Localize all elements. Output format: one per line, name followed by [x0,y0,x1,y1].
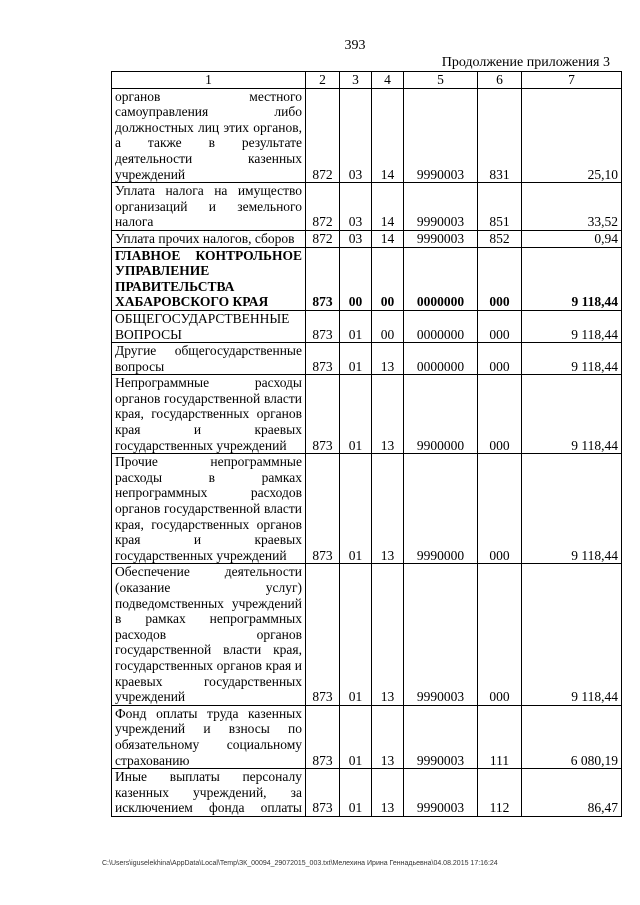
row-amount-cell: 9 118,44 [522,247,622,310]
row-type-cell: 000 [478,343,522,375]
table-row [112,310,622,342]
row-type-cell: 831 [478,88,522,183]
row-amount-cell: 9 118,44 [522,454,622,564]
row-type-cell: 000 [478,564,522,705]
file-path-footer: C:\Users\iguselekhina\AppData\Local\Temp\ЗК_00094_29072015_003.txt\Мелехина Ирина Геннадьевна\04.08.2015 17:16:24 [102,860,498,867]
row-subsection-cell: 13 [372,769,404,817]
row-target-cell: 9990003 [404,88,478,183]
row-target-cell: 9990003 [404,769,478,817]
table-row [112,88,622,183]
header-cell: 6 [478,72,522,89]
table-row [112,375,622,454]
row-name-cell: Прочие непрограммные расходы в рамках непрограммных расходов органов государственной власти края, государственных органов края и краевых государственных учреждений [112,454,306,564]
row-name-cell: Фонд оплаты труда казенных учреждений и взносы по обязательному социальному страхованию [112,705,306,768]
row-amount-cell: 9 118,44 [522,310,622,342]
row-section-cell: 01 [340,375,372,454]
row-subsection-cell: 14 [372,88,404,183]
row-subsection-cell: 14 [372,230,404,247]
row-subsection-cell: 13 [372,564,404,705]
row-code-cell: 873 [306,564,340,705]
row-subsection-cell: 13 [372,375,404,454]
row-name-cell: Иные выплаты персоналу казенных учреждений, за исключением фонда оплаты [112,769,306,817]
row-type-cell: 000 [478,247,522,310]
row-subsection-cell: 00 [372,247,404,310]
row-section-cell: 01 [340,343,372,375]
row-section-cell: 01 [340,769,372,817]
header-cell: 2 [306,72,340,89]
table-row [112,454,622,564]
row-name-cell: Непрограммные расходы органов государственной власти края, государственных органов края и краевых государственных учреждений [112,375,306,454]
row-section-cell: 01 [340,705,372,768]
table-row [112,769,622,817]
row-name-cell: органов местного самоуправления либо должностных лиц этих органов, а также в результате деятельности казенных учреждений [112,88,306,183]
row-amount-cell: 33,52 [522,183,622,231]
row-type-cell: 851 [478,183,522,231]
row-amount-cell: 86,47 [522,769,622,817]
row-code-cell: 873 [306,769,340,817]
page-number: 393 [344,38,366,53]
header-cell: 7 [522,72,622,89]
row-section-cell: 01 [340,564,372,705]
row-target-cell: 0000000 [404,247,478,310]
table-row [112,564,622,705]
row-code-cell: 873 [306,247,340,310]
row-amount-cell: 0,94 [522,230,622,247]
row-target-cell: 9990000 [404,454,478,564]
row-name-cell: ОБЩЕГОСУДАРСТВЕННЫЕ ВОПРОСЫ [112,310,306,342]
row-code-cell: 873 [306,343,340,375]
row-section-cell: 01 [340,310,372,342]
table-row [112,230,622,247]
row-name-cell: Обеспечение деятельности (оказание услуг) подведомственных учреждений в рамках непрограммных расходов органов государственной власти края, государственных органов края и краевых государственных учреждений [112,564,306,705]
row-name-cell: Уплата прочих налогов, сборов [112,230,306,247]
row-subsection-cell: 00 [372,310,404,342]
row-amount-cell: 9 118,44 [522,343,622,375]
table-row [112,247,622,310]
continuation-label: Продолжение приложения 3 [441,55,610,70]
table-header-row [112,72,622,89]
row-type-cell: 000 [478,375,522,454]
row-target-cell: 9990003 [404,564,478,705]
row-type-cell: 000 [478,454,522,564]
row-section-cell: 03 [340,183,372,231]
row-code-cell: 873 [306,454,340,564]
table-row [112,183,622,231]
row-code-cell: 872 [306,230,340,247]
budget-table [111,71,622,817]
row-target-cell: 9990003 [404,183,478,231]
row-type-cell: 852 [478,230,522,247]
row-section-cell: 03 [340,88,372,183]
row-target-cell: 0000000 [404,310,478,342]
row-subsection-cell: 13 [372,705,404,768]
row-name-cell: Другие общегосударственные вопросы [112,343,306,375]
row-type-cell: 000 [478,310,522,342]
row-code-cell: 872 [306,88,340,183]
row-subsection-cell: 13 [372,454,404,564]
row-subsection-cell: 13 [372,343,404,375]
header-cell: 1 [112,72,306,89]
row-type-cell: 112 [478,769,522,817]
row-section-cell: 01 [340,454,372,564]
row-amount-cell: 6 080,19 [522,705,622,768]
row-section-cell: 00 [340,247,372,310]
row-amount-cell: 9 118,44 [522,564,622,705]
header-cell: 5 [404,72,478,89]
row-code-cell: 873 [306,705,340,768]
row-section-cell: 03 [340,230,372,247]
row-name-cell: ГЛАВНОЕ КОНТРОЛЬНОЕ УПРАВЛЕНИЕ ПРАВИТЕЛЬСТВА ХАБАРОВСКОГО КРАЯ [112,247,306,310]
header-cell: 4 [372,72,404,89]
row-code-cell: 872 [306,183,340,231]
row-code-cell: 873 [306,310,340,342]
table-row [112,705,622,768]
row-name-cell: Уплата налога на имущество организаций и земельного налога [112,183,306,231]
row-type-cell: 111 [478,705,522,768]
row-target-cell: 9900000 [404,375,478,454]
row-amount-cell: 9 118,44 [522,375,622,454]
table-row [112,343,622,375]
row-target-cell: 9990003 [404,230,478,247]
row-target-cell: 0000000 [404,343,478,375]
row-target-cell: 9990003 [404,705,478,768]
header-cell: 3 [340,72,372,89]
row-subsection-cell: 14 [372,183,404,231]
row-code-cell: 873 [306,375,340,454]
row-amount-cell: 25,10 [522,88,622,183]
